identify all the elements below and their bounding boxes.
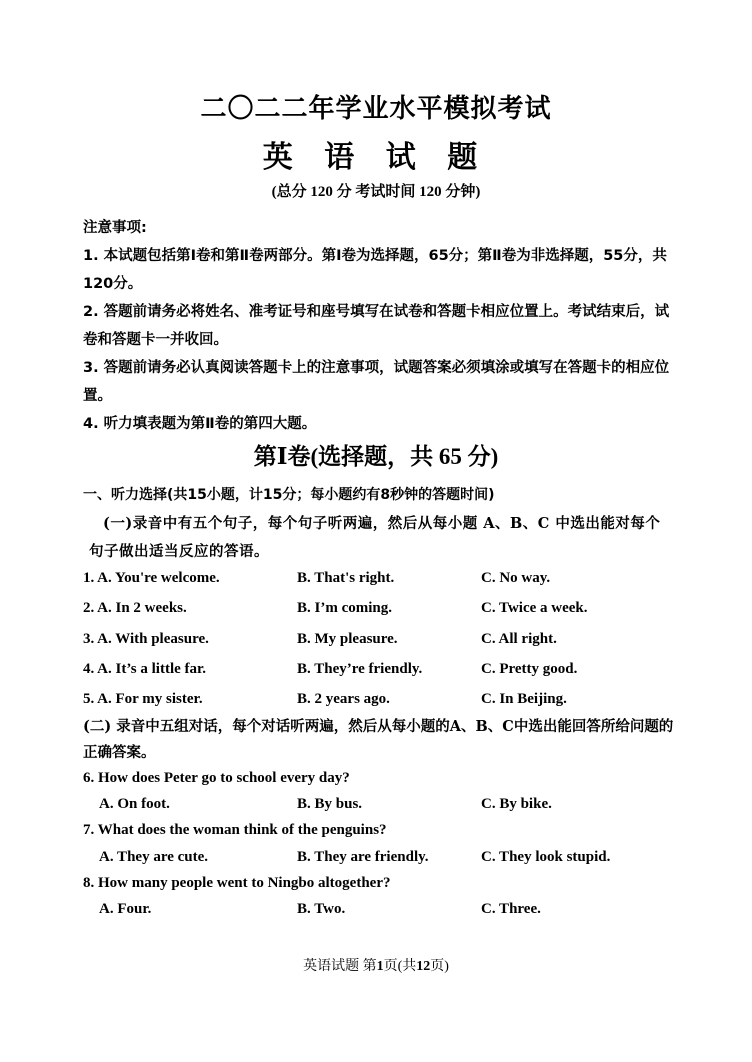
- part2-instructions: (二) 录音中五组对话，每个对话听两遍，然后从每小题的A、B、C中选出能回答所给问题的正确答案。: [83, 718, 674, 761]
- option-c: C. Twice a week.: [481, 600, 588, 616]
- part1-title: 一、听力选择(共15小题，计15分；每小题约有8秒钟的答题时间): [83, 487, 495, 503]
- question-row: [83, 570, 683, 594]
- option-a: 3. A. With pleasure.: [83, 631, 209, 647]
- question-row: [83, 901, 683, 925]
- option-c: C. No way.: [481, 570, 551, 586]
- option-b: B. They’re friendly.: [297, 661, 423, 677]
- part1-instructions: [83, 510, 683, 566]
- option-a: 4. A. It’s a little far.: [83, 661, 207, 677]
- page-footer: [0, 955, 752, 975]
- option-a: 2. A. In 2 weeks.: [83, 600, 187, 616]
- footer-total-pages: 12: [416, 959, 431, 974]
- question-row: [83, 796, 683, 820]
- question-row: [83, 691, 683, 715]
- option-c: C. Three.: [481, 901, 541, 917]
- question-stem: [83, 770, 683, 794]
- footer-suffix: 页): [430, 959, 449, 974]
- note-item-4: 4. 听力填表题为第Ⅱ卷的第四大题。: [83, 416, 317, 432]
- question-stem: [83, 822, 683, 846]
- option-c: C. Pretty good.: [481, 661, 578, 677]
- option-b: B. Two.: [297, 901, 346, 917]
- option-c: C. By bike.: [481, 796, 552, 812]
- question-text: 6. How does Peter go to school every day?: [83, 770, 350, 786]
- option-a: A. On foot.: [99, 796, 170, 812]
- footer-middle: 页(共: [383, 959, 417, 974]
- question-row: [83, 661, 683, 685]
- exam-title: 二〇二二年学业水平模拟考试: [200, 94, 552, 123]
- subject-title: 英 语 试 题: [262, 141, 490, 174]
- option-c: C. In Beijing.: [481, 691, 567, 707]
- note-item-1: 1. 本试题包括第Ⅰ卷和第Ⅱ卷两部分。第Ⅰ卷为选择题，65分；第Ⅱ卷为非选择题，55分，共 120分。: [83, 248, 667, 292]
- question-text: 8. How many people went to Ningbo altogether?: [83, 875, 391, 891]
- section-title: 第Ⅰ卷(选择题，共 65 分): [253, 444, 499, 469]
- option-b: B. My pleasure.: [297, 631, 398, 647]
- option-a: 1. A. You're welcome.: [83, 570, 220, 586]
- option-c: C. All right.: [481, 631, 557, 647]
- option-b: B. They are friendly.: [297, 849, 429, 865]
- footer-page-number: 1: [376, 959, 384, 974]
- part1-instr-line1: (一)录音中有五个句子，每个句子听两遍，然后从每小题 A、B、C 中选出能对每个: [103, 515, 661, 532]
- option-b: B. 2 years ago.: [297, 691, 390, 707]
- option-b: B. I’m coming.: [297, 600, 392, 616]
- notes-heading: 注意事项:: [83, 220, 147, 236]
- option-b: B. By bus.: [297, 796, 363, 812]
- option-b: B. That's right.: [297, 570, 395, 586]
- part1-instr-line2: 句子做出适当反应的答语。: [89, 543, 269, 560]
- note-item-3: 3. 答题前请务必认真阅读答题卡上的注意事项，试题答案必须填涂或填写在答题卡的相应位置。: [83, 360, 670, 404]
- question-text: 7. What does the woman think of the penguins?: [83, 822, 387, 838]
- option-c: C. They look stupid.: [481, 849, 611, 865]
- question-row: [83, 600, 683, 624]
- exam-info: (总分 120 分 考试时间 120 分钟): [271, 184, 481, 200]
- option-a: A. Four.: [99, 901, 152, 917]
- question-stem: [83, 875, 683, 899]
- note-item-2: 2. 答题前请务必将姓名、准考证号和座号填写在试卷和答题卡相应位置上。考试结束后，试卷和答题卡一并收回。: [83, 304, 670, 348]
- option-a: A. They are cute.: [99, 849, 209, 865]
- question-row: [83, 631, 683, 655]
- footer-prefix: 英语试题 第: [303, 959, 377, 974]
- question-row: [83, 849, 683, 873]
- option-a: 5. A. For my sister.: [83, 691, 203, 707]
- notes-section: [83, 214, 673, 438]
